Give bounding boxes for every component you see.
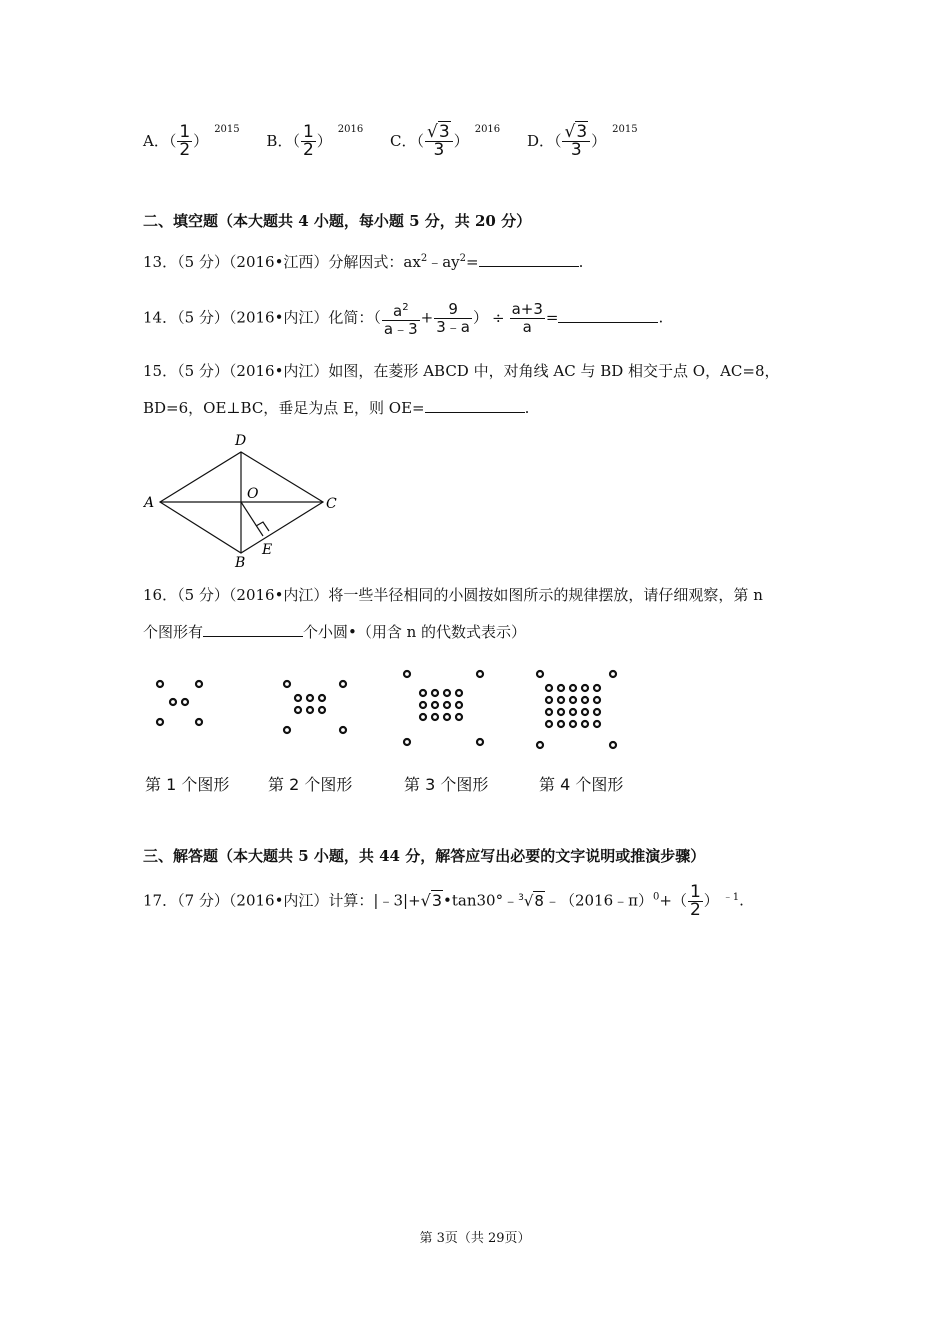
question-17: 17．（7 分）（2016•内江）计算：|﹣3|+√3•tan30°﹣$^3$√8﹣（2016﹣π）$^0$+（ $\frac{1}{2}$ ） $^{﹣1}$. — [143, 882, 744, 920]
pattern-caption-1: 第 1 个图形 — [145, 775, 230, 794]
pattern-4-grid-circle — [594, 709, 600, 715]
pattern-4-grid-circle — [546, 685, 552, 691]
pattern-4-grid-circle — [570, 709, 576, 715]
q12-options — [143, 124, 638, 159]
pattern-4-grid-circle — [546, 697, 552, 703]
question-14: 14．（5 分）（2016•内江）化简：（ $\frac{a^2}{a﹣3}$ + $\frac{9}{3﹣a}$ ） ÷ $\frac{a+3}{a}$ = . — [143, 300, 664, 338]
pattern-4-corner-circle — [610, 742, 616, 748]
pattern-1-corner-circle — [196, 681, 202, 687]
pattern-4-grid-circle — [558, 697, 564, 703]
pattern-3-corner-circle — [477, 671, 483, 677]
answer-blank-13[interactable] — [479, 252, 579, 267]
option-c: C．（ $\frac{√3}{3}$ ）$^{2016}$ — [390, 122, 501, 160]
pattern-3-corner-circle — [404, 739, 410, 745]
pattern-2-corner-circle — [284, 727, 290, 733]
pattern-1-grid-circle — [170, 699, 176, 705]
option-b: B．（ $\frac{1}{2}$ ）$^{2016}$ — [266, 122, 364, 160]
cube-root-icon: √8 — [523, 891, 544, 910]
label-o: O — [247, 486, 259, 502]
pattern-2-grid-circle — [295, 695, 301, 701]
question-13: 13．（5 分）（2016•江西）分解因式：$ax^2﹣ay^2=$ . — [143, 253, 584, 271]
pattern-4-grid-circle — [582, 709, 588, 715]
pattern-4-grid-circle — [594, 721, 600, 727]
pattern-4-grid-circle — [594, 685, 600, 691]
pattern-4-grid-circle — [570, 721, 576, 727]
label-a: A — [144, 495, 155, 511]
label-b: B — [235, 555, 246, 571]
fraction-2: $\frac{9}{3﹣a}$ — [436, 300, 470, 336]
rhombus-figure — [138, 430, 348, 572]
pattern-4-grid-circle — [558, 709, 564, 715]
pattern-caption-4: 第 4 个图形 — [539, 775, 624, 794]
pattern-4-grid-circle — [558, 721, 564, 727]
pattern-3-grid-circle — [456, 714, 462, 720]
pattern-2-grid-circle — [295, 707, 301, 713]
pattern-2-corner-circle — [284, 681, 290, 687]
pattern-4-grid-circle — [582, 697, 588, 703]
pattern-3-grid-circle — [432, 690, 438, 696]
fraction-half: $\frac{1}{2}$ — [689, 882, 701, 920]
page-footer: 第 3页（共 29页） — [419, 1231, 531, 1246]
label-d: D — [235, 433, 247, 449]
label-e: E — [262, 542, 273, 558]
pattern-1-corner-circle — [157, 719, 163, 725]
answer-blank-14[interactable] — [558, 308, 658, 323]
pattern-4-grid-circle — [570, 697, 576, 703]
right-angle-mark — [256, 522, 269, 531]
pattern-2-grid-circle — [319, 695, 325, 701]
pattern-4-grid-circle — [558, 685, 564, 691]
pattern-4-grid-circle — [582, 721, 588, 727]
pattern-3-grid-circle — [444, 702, 450, 708]
pattern-4-grid-circle — [570, 685, 576, 691]
pattern-3-grid-circle — [456, 690, 462, 696]
pattern-3-grid-circle — [444, 690, 450, 696]
pattern-2-corner-circle — [340, 681, 346, 687]
sqrt-icon: √3 — [427, 122, 450, 142]
sqrt-icon: √3 — [564, 122, 588, 142]
question-15-line2: BD=6，OE⊥BC，垂足为点 E，则 OE= . — [143, 399, 530, 417]
option-a: A．（ $\frac{1}{2}$ ）$^{2015}$ — [143, 122, 240, 160]
cube-root: $^3$√8 — [518, 891, 544, 910]
question-16-line1: 16．（5 分）（2016•内江）将一些半径相同的小圆按如图所示的规律摆放，请仔细观察，第 n — [143, 586, 763, 604]
option-b-fraction: $\frac{1}{2}$ — [302, 122, 314, 160]
fraction-1: $\frac{a^2}{a﹣3}$ — [382, 299, 420, 338]
section2-heading: 二、填空题（本大题共 4 小题，每小题 5 分，共 20 分） — [143, 212, 532, 230]
pattern-4-corner-circle — [610, 671, 616, 677]
pattern-3-grid-circle — [420, 690, 426, 696]
pattern-caption-3: 第 3 个图形 — [404, 775, 489, 794]
pattern-3-grid-circle — [420, 714, 426, 720]
pattern-3-corner-circle — [404, 671, 410, 677]
pattern-4-grid-circle — [546, 721, 552, 727]
pattern-caption-2: 第 2 个图形 — [268, 775, 353, 794]
pattern-1-corner-circle — [157, 681, 163, 687]
pattern-1-grid-circle — [182, 699, 188, 705]
option-a-fraction: $\frac{1}{2}$ — [179, 122, 191, 160]
label-c: C — [326, 496, 337, 512]
answer-blank-16[interactable] — [203, 622, 303, 637]
pattern-3-grid-circle — [432, 714, 438, 720]
pattern-4-grid-circle — [582, 685, 588, 691]
circle-patterns-figure — [140, 660, 660, 760]
question-16-line2: 个图形有 个小圆•（用含 n 的代数式表示） — [143, 623, 527, 641]
pattern-3-corner-circle — [477, 739, 483, 745]
fraction-3: $\frac{a+3}{a}$ — [511, 300, 543, 336]
pattern-4-corner-circle — [537, 742, 543, 748]
pattern-3-grid-circle — [420, 702, 426, 708]
sqrt-icon: √3 — [420, 890, 443, 910]
answer-blank-15[interactable] — [425, 398, 525, 413]
option-d-fraction: $\frac{√3}{3}$ — [562, 124, 590, 159]
pattern-4-grid-circle — [594, 697, 600, 703]
pattern-2-grid-circle — [307, 707, 313, 713]
pattern-4-corner-circle — [537, 671, 543, 677]
option-c-fraction: $\frac{√3}{3}$ — [425, 124, 453, 159]
pattern-2-grid-circle — [307, 695, 313, 701]
pattern-2-grid-circle — [319, 707, 325, 713]
pattern-1-corner-circle — [196, 719, 202, 725]
pattern-4-grid-circle — [546, 709, 552, 715]
pattern-3-grid-circle — [432, 702, 438, 708]
pattern-3-grid-circle — [444, 714, 450, 720]
pattern-3-grid-circle — [456, 702, 462, 708]
segment-oe — [241, 502, 263, 536]
option-d: D．（ $\frac{√3}{3}$ ）$^{2015}$ — [526, 122, 638, 160]
question-15-line1: 15．（5 分）（2016•内江）如图，在菱形 ABCD 中，对角线 AC 与 BD 相交于点 O，AC=8， — [143, 362, 780, 380]
pattern-2-corner-circle — [340, 727, 346, 733]
section3-heading: 三、解答题（本大题共 5 小题，共 44 分，解答应写出必要的文字说明或推演步骤） — [143, 847, 706, 865]
